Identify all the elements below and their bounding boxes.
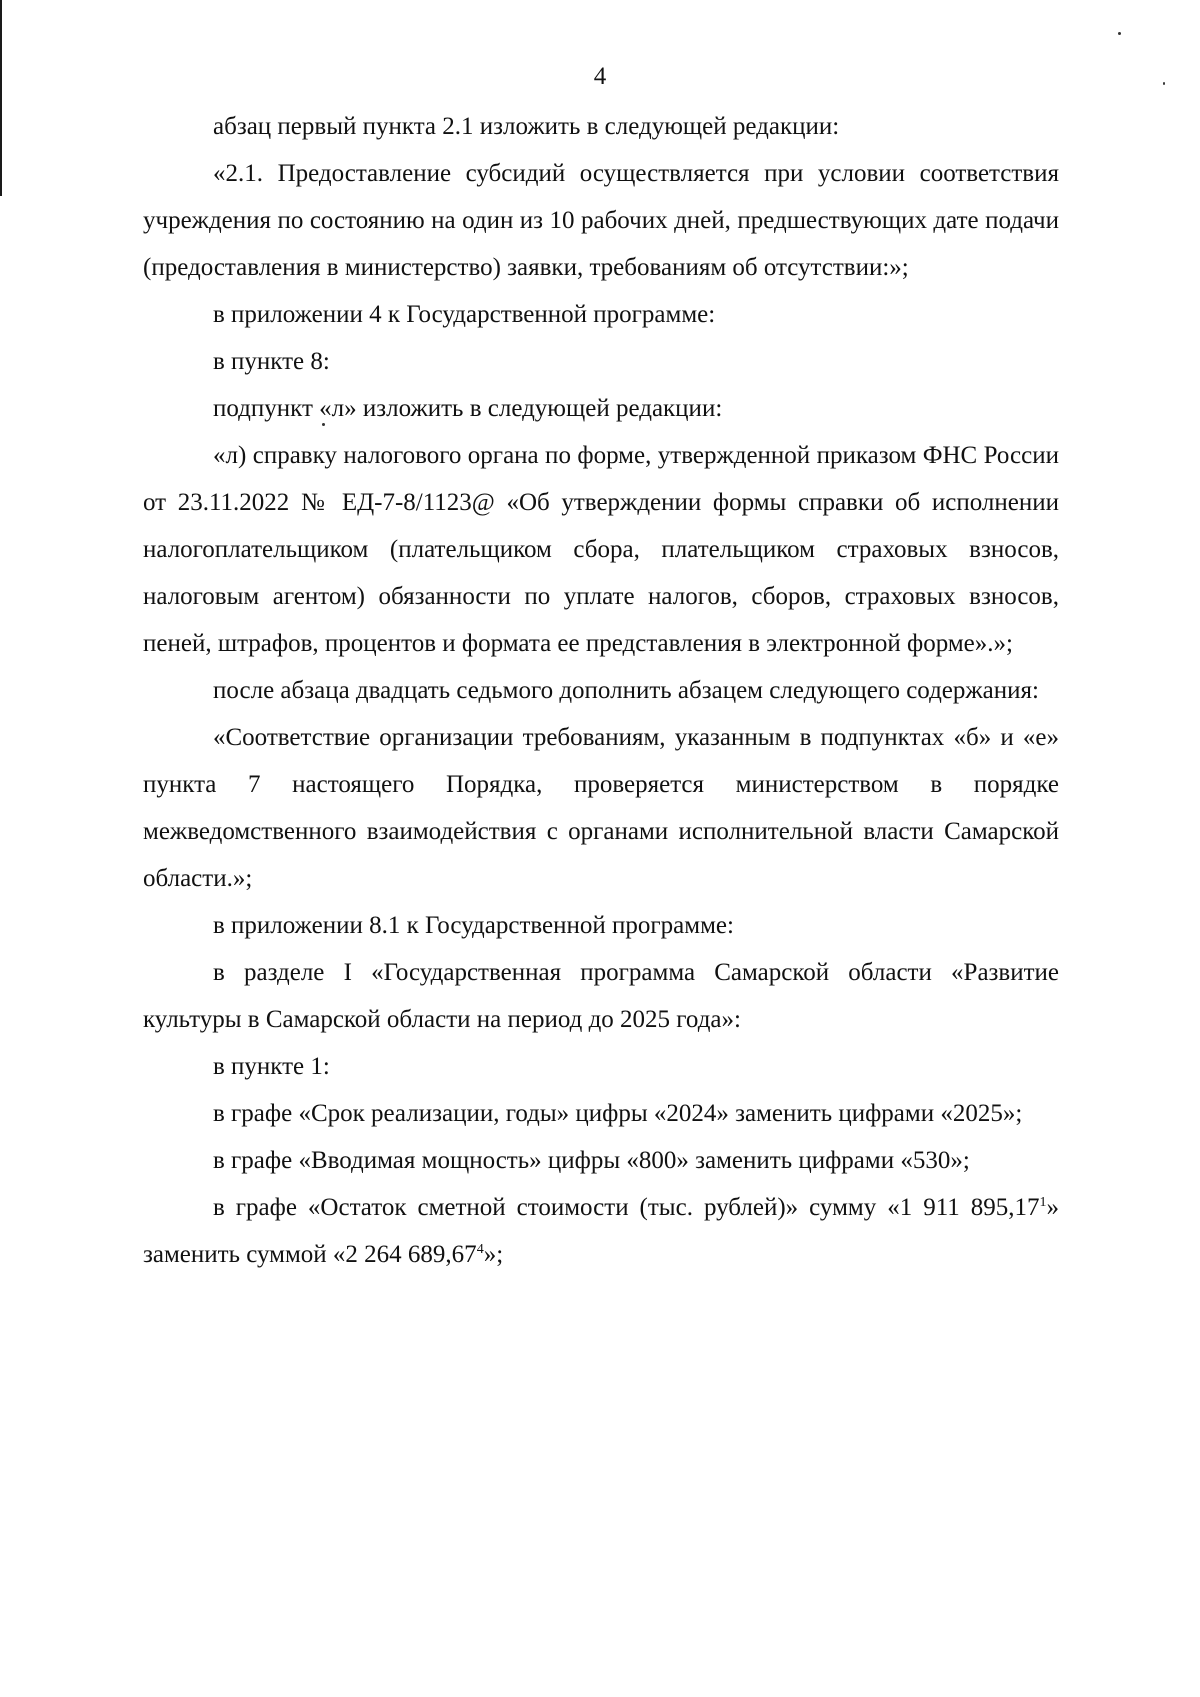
paragraph: абзац первый пункта 2.1 изложить в следующей редакции: — [213, 113, 840, 140]
paragraph: в пункте 8: — [213, 348, 330, 375]
paragraph: в графе «Вводимая мощность» цифры «800» заменить цифрами «530»; — [213, 1147, 970, 1174]
final-text-after: »; — [483, 1241, 504, 1268]
final-text-middle: » заменить суммой «2 264 689,67 — [143, 1194, 1059, 1268]
paragraph: после абзаца двадцать седьмого дополнить абзацем следующего содержания: — [213, 677, 1039, 704]
paragraph: «Соответствие организации требованиям, указанным в подпунктах «б» и «е» пункта 7 настоящего Порядка, проверяется министерством в порядке межведомственного взаимодействия с органами исполнительной власти Самарской области.»; — [143, 724, 1059, 892]
footnote-marker: 1 — [1039, 1195, 1047, 1210]
final-paragraph — [143, 1184, 1059, 1278]
final-text-before: в графе «Остаток сметной стоимости (тыс. рублей)» сумму «1 911 895,17 — [213, 1194, 1040, 1221]
paragraph: «2.1. Предоставление субсидий осуществляется при условии соответствия учреждения по состоянию на один из 10 рабочих дней, предшествующих дате подачи (предоставления в министерство) заявки, требованиям об отсутствии:»; — [143, 160, 1059, 281]
paragraph: в приложении 4 к Государственной программе: — [213, 301, 716, 328]
scan-edge-mark — [0, 0, 2, 196]
paragraph: подпункт «л» изложить в следующей редакции: — [213, 395, 723, 422]
scan-speck — [1118, 32, 1121, 35]
paragraph: «л) справку налогового органа по форме, утвержденной приказом ФНС России от 23.11.2022 № ЕД-7-8/1123@ «Об утверждении формы справки об исполнении налогоплательщиком (плательщиком сбора, плательщиком страховых взносов, налоговым агентом) обязанности по уплате налогов, сборов, страховых взносов, пеней, штрафов, процентов и формата ее представления в электронной форме».»; — [143, 442, 1059, 657]
footnote-marker: 4 — [476, 1242, 484, 1257]
paragraph: в графе «Срок реализации, годы» цифры «2024» заменить цифрами «2025»; — [213, 1100, 1023, 1127]
page-number: 4 — [593, 63, 607, 90]
document-body — [143, 103, 1059, 1278]
paragraph: в разделе I «Государственная программа Самарской области «Развитие культуры в Самарской области на период до 2025 года»: — [143, 959, 1059, 1033]
paragraph: в пункте 1: — [213, 1053, 330, 1080]
paragraph: в приложении 8.1 к Государственной программе: — [213, 912, 734, 939]
